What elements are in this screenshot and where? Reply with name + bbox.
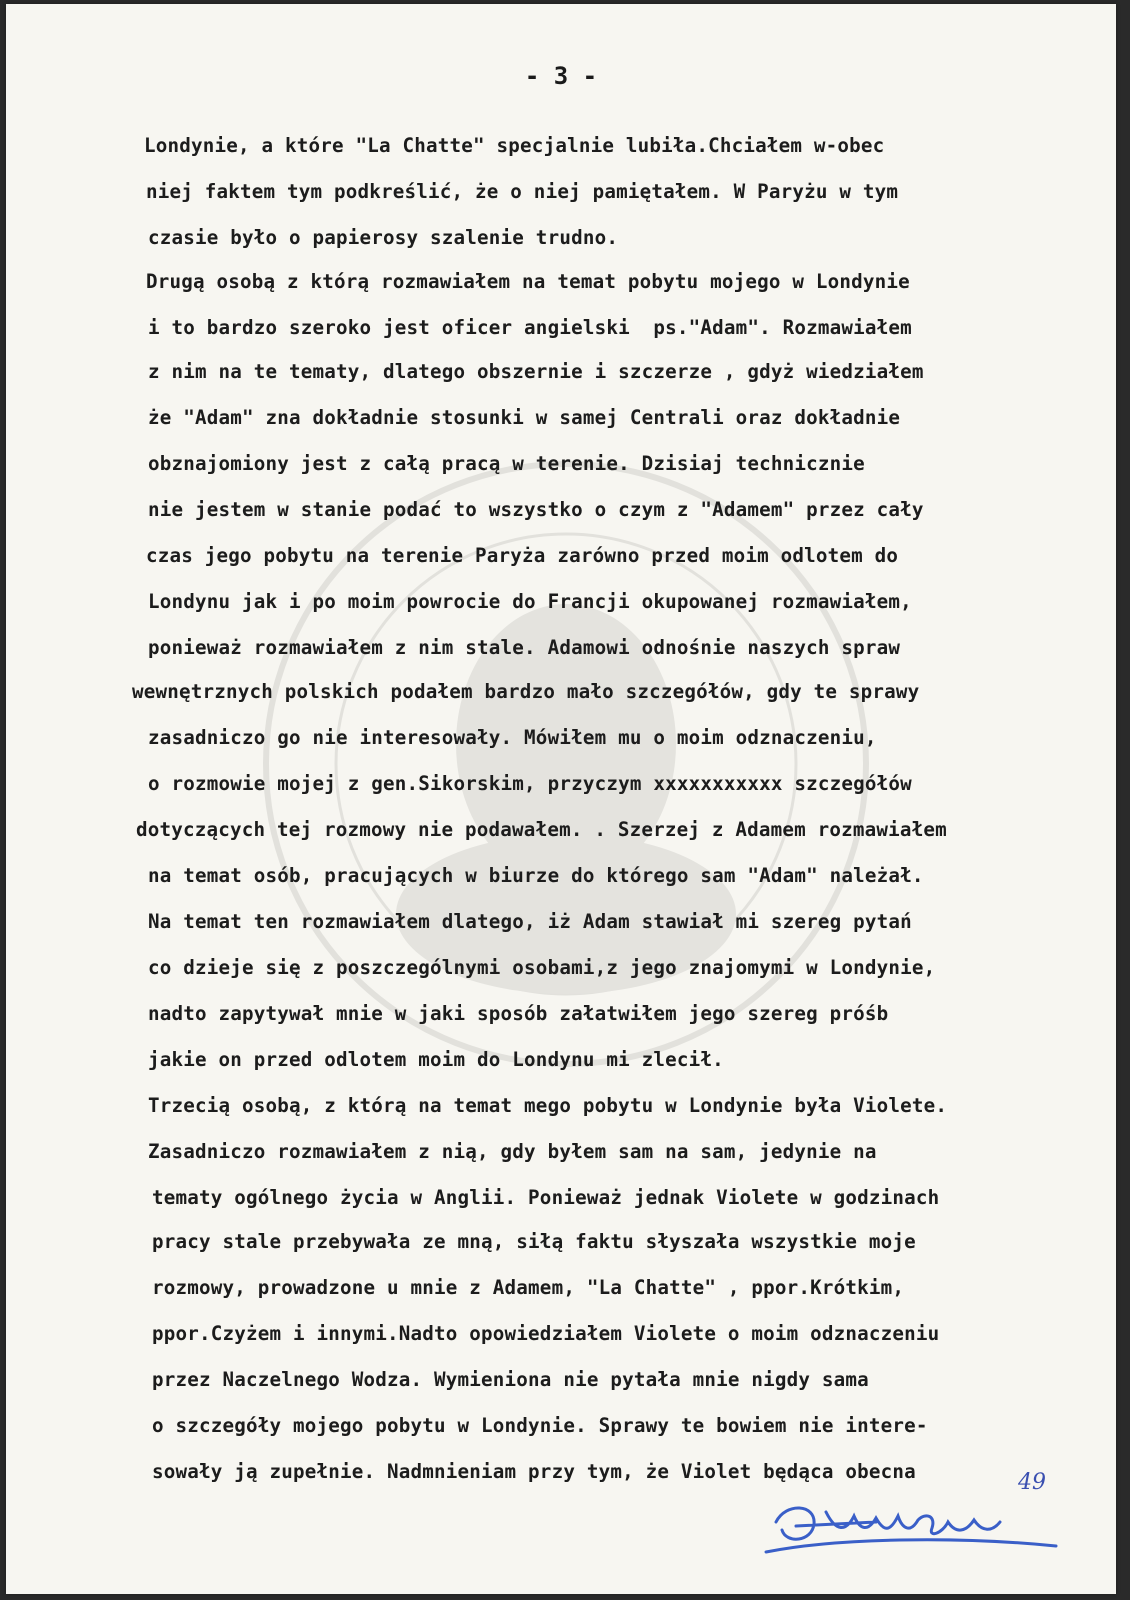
text-line: co dzieje się z poszczególnymi osobami,z jego znajomymi w Londynie, [148,956,936,979]
text-line: zasadniczo go nie interesowały. Mówiłem mu o moim odznaczeniu, [148,726,877,749]
text-line: z nim na te tematy, dlatego obszernie i szczerze , gdyż wiedziałem [148,360,924,383]
text-line: ponieważ rozmawiałem z nim stale. Adamowi odnośnie naszych spraw [148,636,901,659]
text-line: czasie było o papierosy szalenie trudno. [148,226,619,249]
text-line: ppor.Czyżem i innymi.Nadto opowiedziałem Violete o moim odznaczeniu [152,1322,940,1345]
text-line: Londynie, a które "La Chatte" specjalnie lubiła.Chciałem w-obec [144,134,885,157]
text-line: Na temat ten rozmawiałem dlatego, iż Adam stawiał mi szereg pytań [148,910,912,933]
text-line: i to bardzo szeroko jest oficer angielski ps."Adam". Rozmawiałem [148,316,912,339]
text-line: czas jego pobytu na terenie Paryża zarówno przed moim odlotem do [146,544,899,567]
text-line: tematy ogólnego życia w Anglii. Ponieważ jednak Violete w godzinach [152,1186,940,1209]
text-line: o szczegóły mojego pobytu w Londynie. Sprawy te bowiem nie intere- [152,1414,928,1437]
text-line: nie jestem w stanie podać to wszystko o czym z "Adamem" przez cały [148,498,924,521]
text-line: pracy stale przebywała ze mną, siłą faktu słyszała wszystkie moje [152,1230,916,1253]
text-line: rozmowy, prowadzone u mnie z Adamem, "La Chatte" , ppor.Krótkim, [152,1276,905,1299]
text-line: dotyczących tej rozmowy nie podawałem. . Szerzej z Adamem rozmawiałem [136,818,947,841]
text-line: że "Adam" zna dokładnie stosunki w samej Centrali oraz dokładnie [148,406,901,429]
text-line: sowały ją zupełnie. Nadmnieniam przy tym, że Violet będąca obecna [152,1460,916,1483]
text-line: o rozmowie mojej z gen.Sikorskim, przyczym xxxxxxxxxxx szczegółów [148,772,912,795]
text-line: Trzecią osobą, z którą na temat mego pobytu w Londynie była Violete. [148,1094,948,1117]
text-line: przez Naczelnego Wodza. Wymieniona nie pytała mnie nigdy sama [152,1368,869,1391]
document-page [6,4,1116,1594]
text-line: jakie on przed odlotem moim do Londynu mi zlecił. [148,1048,724,1071]
text-line: wewnętrznych polskich podałem bardzo mało szczegółów, gdy te sprawy [132,680,920,703]
text-line: na temat osób, pracujących w biurze do którego sam "Adam" należał. [148,864,924,887]
text-line: niej faktem tym podkreślić, że o niej pamiętałem. W Paryżu w tym [146,180,899,203]
text-line: Zasadniczo rozmawiałem z nią, gdy byłem sam na sam, jedynie na [148,1140,877,1163]
page-number: - 3 - [524,62,598,90]
handwritten-signature [756,1482,1076,1572]
text-line: Drugą osobą z którą rozmawiałem na temat pobytu mojego w Londynie [146,270,910,293]
text-line: nadto zapytywał mnie w jaki sposób załatwiłem jego szereg próśb [148,1002,889,1025]
typed-text-body [6,4,1116,1594]
text-line: obznajomiony jest z całą pracą w terenie. Dzisiaj technicznie [148,452,865,475]
text-line: Londynu jak i po moim powrocie do Francji okupowanej rozmawiałem, [148,590,912,613]
handwritten-page-number: 49 [1018,1470,1046,1495]
